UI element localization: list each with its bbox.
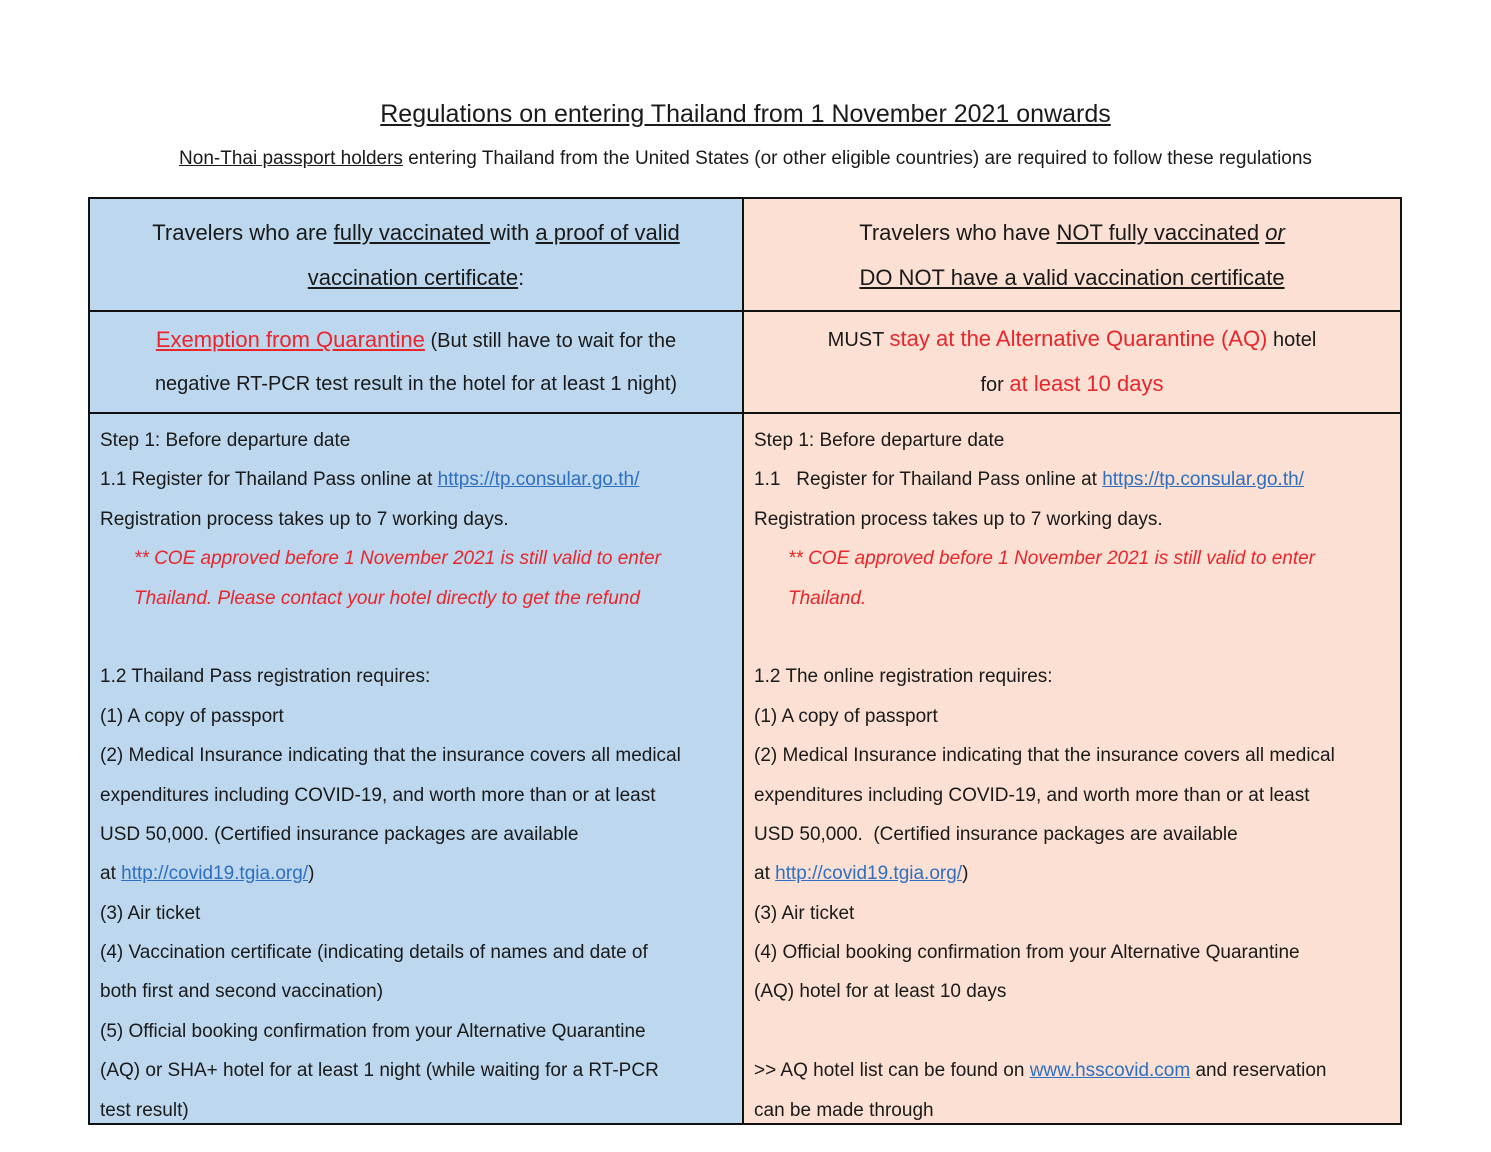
registration-days: Registration process takes up to 7 working days. [754, 508, 1163, 530]
req-insurance-1: (2) Medical Insurance indicating that the insurance covers all medical [754, 745, 1335, 767]
subtitle-underlined: Non-Thai passport holders [179, 148, 403, 169]
register-line: 1.1 Register for Thailand Pass online at https://tp.consular.go.th/ [100, 469, 640, 491]
step1-heading: Step 1: Before departure date [754, 430, 1005, 451]
ten-days-label: at least 10 days [1009, 371, 1164, 396]
req-air-ticket: (3) Air ticket [754, 902, 855, 924]
exemption-label: Exemption from Quarantine [155, 327, 425, 352]
req-vaccination-1: (4) Vaccination certificate (indicating details of names and date of [100, 942, 648, 964]
req-insurance-4: at http://covid19.tgia.org/) [100, 863, 315, 885]
requirements-heading: 1.2 The online registration requires: [754, 666, 1053, 688]
req-booking-1: (4) Official booking confirmation from your Alternative Quarantine [754, 942, 1300, 964]
req-vaccination-2: both first and second vaccination) [100, 981, 384, 1003]
page-subtitle [0, 148, 1491, 170]
aq-stay-label: stay at the Alternative Quarantine (AQ) [889, 326, 1268, 351]
regulations-table [88, 197, 1402, 1125]
req-booking-2: (AQ) or SHA+ hotel for at least 1 night (while waiting for a RT-PCR [100, 1060, 659, 1082]
req-air-ticket: (3) Air ticket [100, 902, 201, 924]
insurance-link[interactable]: http://covid19.tgia.org/ [121, 863, 309, 885]
aq-list-line1: >> AQ hotel list can be found on www.hsscovid.com and reservation [754, 1060, 1327, 1082]
register-line: 1.1 Register for Thailand Pass online at https://tp.consular.go.th/ [754, 469, 1304, 491]
thailand-pass-link[interactable]: https://tp.consular.go.th/ [1102, 469, 1304, 491]
req-insurance-3: USD 50,000. (Certified insurance packages are available [100, 823, 579, 845]
coe-note-line2: Thailand. [788, 587, 867, 609]
coe-note-line1: ** COE approved before 1 November 2021 is still valid to enter [788, 548, 1315, 570]
thailand-pass-link[interactable]: https://tp.consular.go.th/ [437, 469, 640, 491]
req-insurance-3: USD 50,000. (Certified insurance packages are available [754, 823, 1238, 845]
unvaccinated-header-line2: DO NOT have a valid vaccination certificate [859, 264, 1285, 290]
coe-note-line1: ** COE approved before 1 November 2021 is still valid to enter [134, 548, 661, 570]
registration-days: Registration process takes up to 7 working days. [100, 508, 509, 530]
vaccinated-steps [100, 421, 734, 1130]
req-booking-3: test result) [100, 1099, 189, 1121]
req-booking-2: (AQ) hotel for at least 10 days [754, 981, 1007, 1003]
insurance-link[interactable]: http://covid19.tgia.org/ [775, 863, 963, 885]
hsscovid-link[interactable]: www.hsscovid.com [1029, 1060, 1191, 1082]
page-title: Regulations on entering Thailand from 1 November 2021 onwards [380, 100, 1111, 128]
aq-list-line2: can be made through [754, 1099, 934, 1121]
req-insurance-4: at http://covid19.tgia.org/) [754, 863, 969, 885]
unvaccinated-steps [754, 421, 1392, 1130]
vaccinated-header-line2: vaccination certificate: [307, 264, 525, 290]
req-passport: (1) A copy of passport [754, 705, 938, 727]
vaccinated-column [90, 199, 742, 1123]
vaccinated-summary: Exemption from Quarantine (But still have to wait for the negative RT-PCR test result in the hotel for at least 1 night) [90, 312, 742, 414]
req-insurance-2: expenditures including COVID-19, and worth more than or at least [100, 784, 656, 806]
vaccinated-header [90, 199, 742, 312]
req-insurance-1: (2) Medical Insurance indicating that the insurance covers all medical [100, 745, 681, 767]
subtitle-rest: entering Thailand from the United States (or other eligible countries) are required to follow these regulations [402, 148, 1312, 169]
coe-note-line2: Thailand. Please contact your hotel directly to get the refund [134, 587, 640, 609]
req-passport: (1) A copy of passport [100, 705, 284, 727]
req-insurance-2: expenditures including COVID-19, and worth more than or at least [754, 784, 1310, 806]
req-booking-1: (5) Official booking confirmation from your Alternative Quarantine [100, 1020, 646, 1042]
vaccinated-header-line1: Travelers who are fully vaccinated with a proof of valid [152, 219, 680, 245]
unvaccinated-header [744, 199, 1400, 312]
unvaccinated-summary: MUST stay at the Alternative Quarantine (AQ) hotel for at least 10 days [744, 312, 1400, 414]
step1-heading: Step 1: Before departure date [100, 430, 351, 451]
unvaccinated-column [742, 199, 1400, 1123]
requirements-heading: 1.2 Thailand Pass registration requires: [100, 666, 431, 688]
unvaccinated-header-line1: Travelers who have NOT fully vaccinated or [859, 219, 1285, 245]
